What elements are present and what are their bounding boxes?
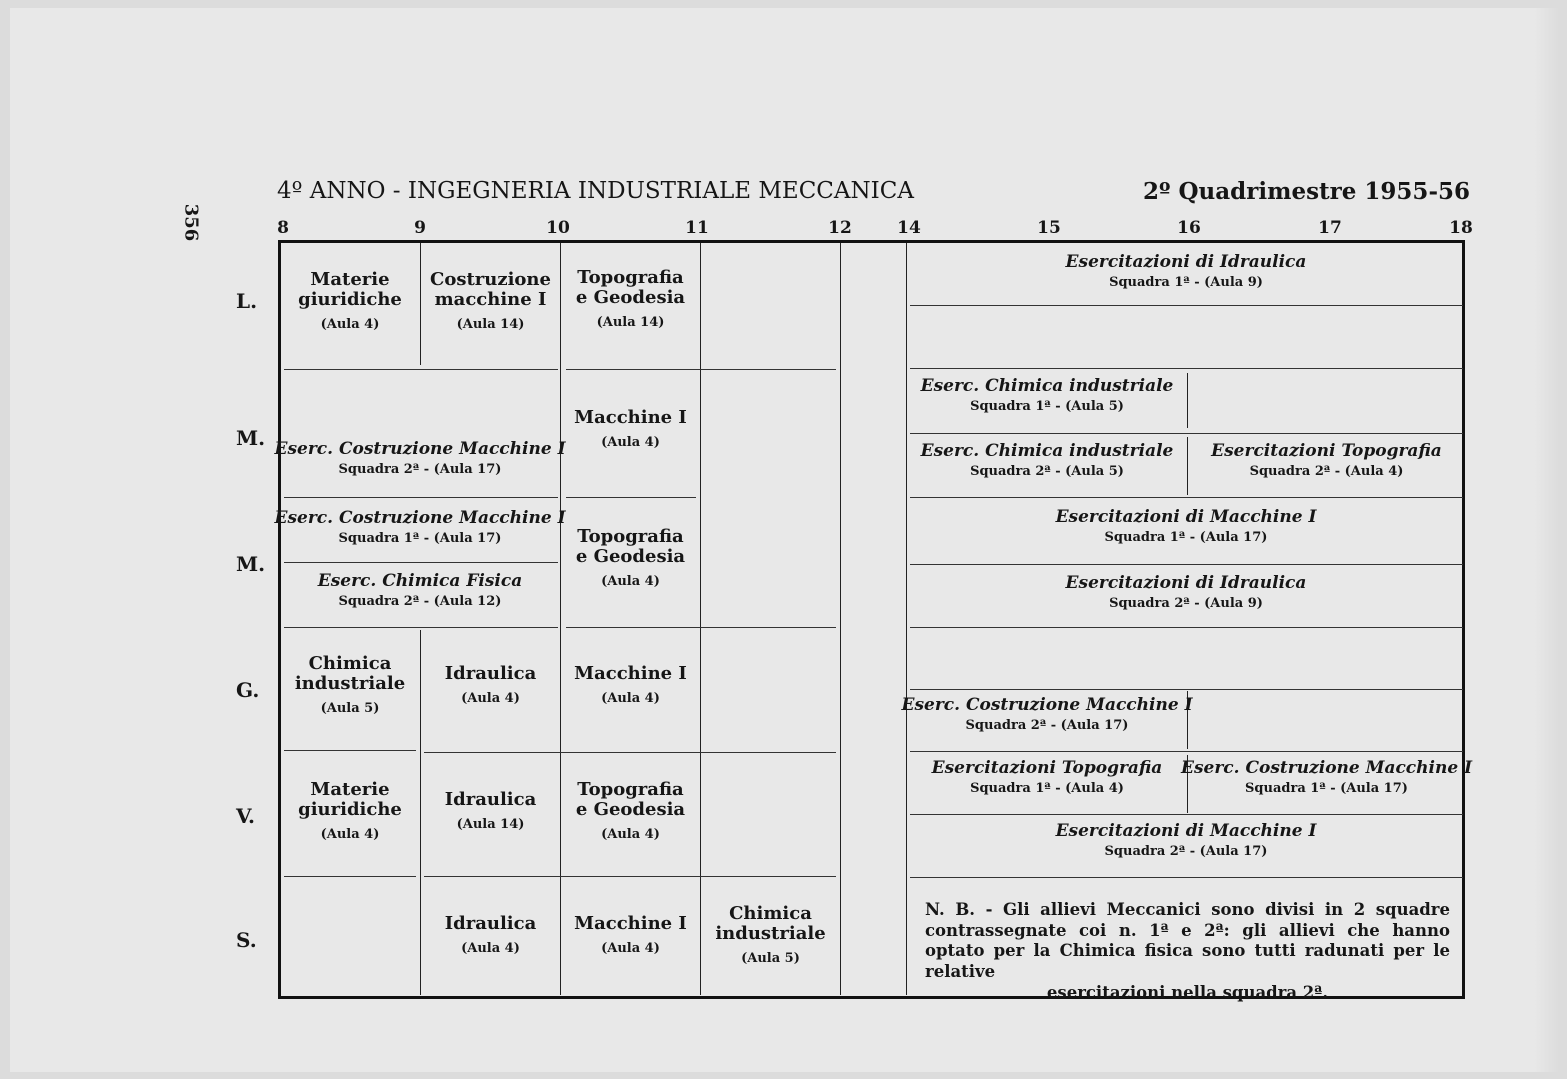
grid-line — [566, 369, 836, 370]
squad-label: Squadra 1ª - (Aula 9) — [1109, 274, 1263, 290]
hour-label: 14 — [897, 218, 921, 238]
subject-name: e Geodesia — [575, 286, 686, 308]
exercise-name: Esercitazioni di Macchine I — [1055, 821, 1317, 841]
lesson-cell — [421, 790, 560, 832]
hour-label: 15 — [1037, 218, 1061, 238]
grid-line — [910, 497, 1463, 498]
page-title: 4º ANNO - INGEGNERIA INDUSTRIALE MECCANICA — [277, 178, 914, 204]
room-label: (Aula 4) — [461, 690, 520, 706]
day-label: G. — [236, 678, 260, 702]
hour-label: 16 — [1177, 218, 1201, 238]
lesson-cell — [701, 904, 840, 966]
exercise-name: Esercitazioni di Idraulica — [1065, 573, 1307, 593]
exercise-cell — [907, 253, 1465, 290]
room-label: (Aula 14) — [456, 816, 525, 832]
exercise-name: Esercitazioni Topografia — [931, 758, 1163, 778]
exercise-name: Esercitazioni Topografia — [1211, 441, 1442, 461]
squad-label: Squadra 2ª - (Aula 17) — [1104, 843, 1268, 859]
lesson-cell — [280, 780, 420, 842]
exercise-name: Eserc. Costruzione Macchine I — [274, 508, 566, 528]
grid-line — [910, 751, 1463, 752]
exercise-cell — [907, 508, 1465, 545]
exercise-name: Eserc. Chimica industriale — [920, 441, 1174, 461]
subject-name: Idraulica — [444, 913, 537, 934]
grid-line — [566, 627, 836, 628]
exercise-name: Eserc. Chimica Fisica — [317, 571, 523, 591]
grid-line — [566, 497, 696, 498]
grid-line — [424, 752, 836, 753]
grid-line — [284, 369, 558, 370]
grid-line — [910, 814, 1463, 815]
squad-label: Squadra 1ª - (Aula 17) — [338, 530, 502, 546]
squad-label: Squadra 1ª - (Aula 4) — [970, 780, 1124, 796]
lesson-cell — [561, 914, 700, 956]
subject-name: e Geodesia — [575, 545, 686, 567]
hour-label: 17 — [1318, 218, 1342, 238]
subject-name: industriale — [294, 672, 406, 694]
hour-label: 9 — [414, 218, 426, 238]
exercise-cell — [907, 442, 1187, 479]
subject-name: giuridiche — [298, 798, 402, 820]
grid-line — [424, 876, 836, 877]
squad-label: Squadra 1ª - (Aula 17) — [1245, 780, 1408, 796]
squad-label: Squadra 2ª - (Aula 12) — [338, 593, 502, 609]
grid-line — [910, 877, 1463, 878]
page-number: 356 — [180, 203, 202, 242]
room-label: (Aula 4) — [601, 434, 660, 450]
grid-line — [840, 243, 841, 995]
grid-line — [910, 305, 1463, 306]
exercise-cell — [907, 377, 1187, 414]
exercise-name: Esercitazioni di Macchine I — [1055, 507, 1317, 527]
exercise-cell — [274, 439, 566, 477]
exercise-cell — [907, 574, 1465, 611]
subject-name: industriale — [715, 922, 826, 944]
room-label: (Aula 4) — [601, 826, 660, 842]
lesson-cell — [561, 408, 700, 450]
period-label: 2º Quadrimestre 1955-56 — [1143, 178, 1470, 205]
exercise-cell — [907, 759, 1187, 796]
subject-name: Idraulica — [444, 663, 537, 684]
squad-label: Squadra 2ª - (Aula 17) — [965, 717, 1129, 733]
exercise-cell — [901, 695, 1193, 733]
lesson-cell — [421, 270, 560, 332]
exercise-name: Eserc. Costruzione Macchine I — [901, 695, 1193, 715]
grid-line — [910, 433, 1463, 434]
room-label: (Aula 4) — [320, 316, 380, 332]
day-label: M. — [236, 426, 266, 450]
footnote-last-line: esercitazioni nella squadra 2ª. — [1046, 982, 1329, 1002]
hour-label: 8 — [277, 218, 289, 238]
exercise-name: Eserc. Chimica industriale — [920, 376, 1174, 396]
exercise-cell — [1180, 758, 1473, 796]
lesson-cell — [280, 270, 420, 332]
subject-name: e Geodesia — [575, 798, 686, 820]
day-label: S. — [236, 928, 257, 952]
subject-name: Macchine I — [574, 407, 687, 428]
grid-line — [700, 243, 701, 995]
hour-label: 12 — [828, 218, 852, 238]
exercise-cell — [280, 572, 560, 609]
subject-name: Chimica — [729, 903, 812, 924]
grid-line — [906, 243, 907, 995]
room-label: (Aula 14) — [596, 314, 665, 330]
lesson-cell — [561, 664, 700, 706]
hour-label: 11 — [685, 218, 709, 238]
subject-name: Topografia — [577, 267, 684, 288]
room-label: (Aula 4) — [601, 940, 660, 956]
subject-name: Materie — [310, 779, 390, 800]
squad-label: Squadra 1ª - (Aula 5) — [970, 398, 1124, 414]
squad-label: Squadra 2ª - (Aula 9) — [1109, 595, 1263, 611]
exercise-name: Esercitazioni di Idraulica — [1065, 252, 1307, 272]
day-label: V. — [236, 804, 255, 828]
subject-name: Materie — [310, 269, 390, 290]
subject-name: Macchine I — [574, 913, 687, 934]
subject-name: Topografia — [577, 526, 684, 547]
day-label: L. — [236, 289, 258, 313]
exercise-name: Eserc. Costruzione Macchine I — [274, 439, 566, 459]
hour-label: 10 — [546, 218, 570, 238]
subject-name: Chimica — [308, 653, 392, 674]
footnote-text: N. B. - Gli allievi Meccanici sono divisi in 2 squadre contrassegnate coi n. 1ª e 2ª: gli allievi che hanno optato per la Chimica fisica sono tutti radunati per le relative — [925, 900, 1450, 981]
subject-name: macchine I — [434, 288, 547, 310]
exercise-cell — [1188, 442, 1465, 479]
subject-name: Idraulica — [444, 789, 537, 810]
room-label: (Aula 14) — [456, 316, 525, 332]
exercise-cell — [907, 822, 1465, 859]
squad-label: Squadra 1ª - (Aula 17) — [1104, 529, 1268, 545]
grid-line — [284, 562, 558, 563]
hour-label: 18 — [1449, 218, 1473, 238]
grid-line — [910, 368, 1463, 369]
exercise-cell — [274, 508, 566, 546]
lesson-cell — [280, 654, 420, 716]
subject-name: Macchine I — [574, 663, 687, 684]
grid-line — [910, 564, 1463, 565]
lesson-cell — [561, 527, 700, 589]
subject-name: Costruzione — [430, 269, 551, 290]
lesson-cell — [561, 268, 700, 330]
room-label: (Aula 4) — [601, 573, 660, 589]
grid-line — [284, 876, 416, 877]
room-label: (Aula 5) — [320, 700, 380, 716]
grid-line — [560, 243, 561, 995]
exercise-name: Eserc. Costruzione Macchine I — [1180, 758, 1473, 778]
squad-label: Squadra 2ª - (Aula 4) — [1249, 463, 1404, 479]
grid-line — [284, 750, 416, 751]
grid-line — [284, 497, 558, 498]
footnote — [925, 900, 1450, 1003]
room-label: (Aula 5) — [741, 950, 800, 966]
grid-line — [1187, 373, 1188, 428]
subject-name: giuridiche — [298, 288, 402, 310]
grid-line — [910, 689, 1463, 690]
lesson-cell — [421, 664, 560, 706]
subject-name: Topografia — [577, 779, 684, 800]
room-label: (Aula 4) — [320, 826, 380, 842]
squad-label: Squadra 2ª - (Aula 17) — [338, 461, 502, 477]
day-label: M. — [236, 552, 266, 576]
room-label: (Aula 4) — [601, 690, 660, 706]
lesson-cell — [421, 914, 560, 956]
grid-line — [284, 627, 558, 628]
grid-line — [910, 627, 1463, 628]
lesson-cell — [561, 780, 700, 842]
timetable-frame — [278, 240, 1465, 999]
squad-label: Squadra 2ª - (Aula 5) — [970, 463, 1124, 479]
room-label: (Aula 4) — [461, 940, 520, 956]
